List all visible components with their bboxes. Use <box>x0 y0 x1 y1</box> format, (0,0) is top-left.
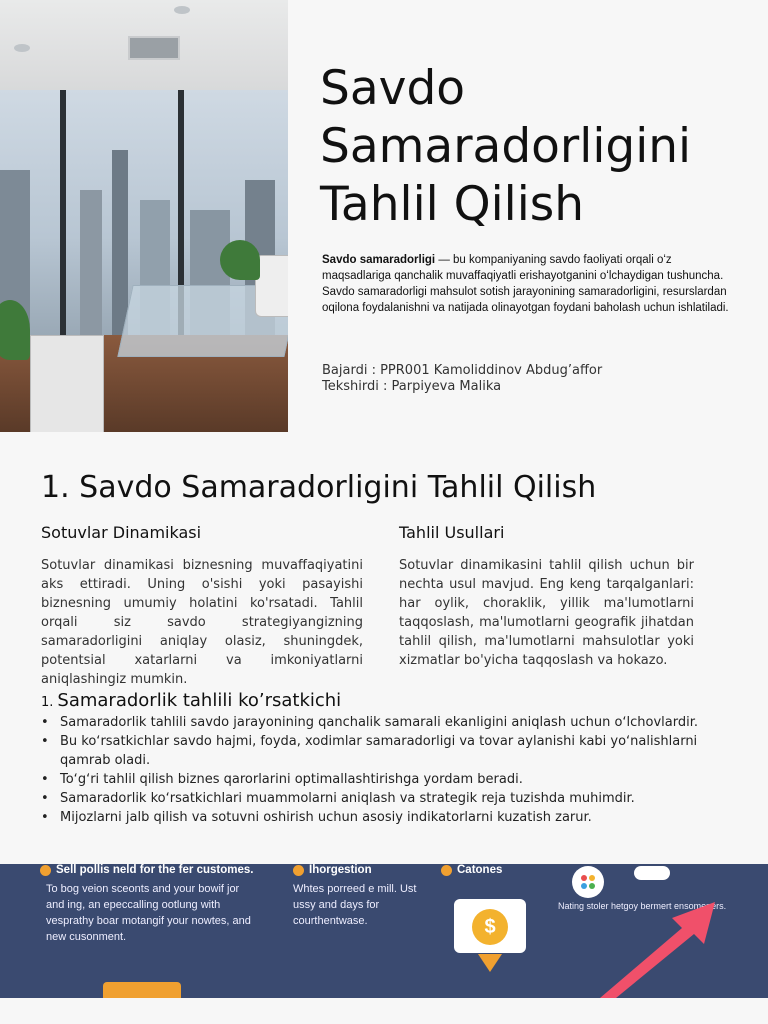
infographic-column <box>293 864 423 929</box>
cloud-icon <box>634 866 670 880</box>
checker-line: Tekshirdi : Parpiyeva Malika <box>322 379 502 394</box>
page-title: Savdo Samaradorligini Tahlil Qilish <box>320 61 692 232</box>
number-badge-icon <box>293 865 304 876</box>
list-item: • Mijozlarni jalb qilish va sotuvni oshirish uchun asosiy indikatorlarni kuzatish zarur. <box>41 808 731 827</box>
dollar-coin-icon: $ <box>472 909 508 945</box>
plant <box>220 240 260 280</box>
infographic-head-text: Catones <box>457 864 503 876</box>
subsection-heading <box>41 690 341 711</box>
ceiling-light <box>14 44 30 52</box>
right-column-title: Tahlil Usullari <box>399 523 505 542</box>
number-badge-icon <box>441 865 452 876</box>
infographic-head <box>40 864 256 876</box>
infographic-head <box>441 864 551 876</box>
list-item: • Samaradorlik koʻrsatkichlari muammolarni aniqlash va strategik reja tuzishda muhimdir. <box>41 789 731 808</box>
credits <box>322 363 742 395</box>
side-caption: Nating stoler hetgoy bermert ensomeners. <box>558 901 727 911</box>
infographic-column <box>46 864 256 945</box>
growth-arrow-icon <box>600 894 730 998</box>
cabinet <box>30 335 104 432</box>
number-badge-icon <box>40 865 51 876</box>
ceiling-light <box>174 6 190 14</box>
left-column-title: Sotuvlar Dinamikasi <box>41 523 202 542</box>
city-building <box>112 150 128 335</box>
section-heading: 1. Savdo Samaradorligini Tahlil Qilish <box>41 470 597 505</box>
bullet-list <box>41 713 731 827</box>
infographic-body: To bog veion sceonts and your bowif jor and ing, an epeccalling ootlung with vesprathy boar motangif your nowtes, and new cusonment. <box>46 883 251 943</box>
author-line: Bajardi : PPR001 Kamoliddinov Abdug’affor <box>322 363 603 378</box>
infographic-head-text: Ihorgestion <box>309 864 372 876</box>
list-item: • Samaradorlik tahlili savdo jarayonining qanchalik samarali ekanligini aniqlash uchun oʻlchovlardir. <box>41 713 731 732</box>
city-building <box>80 190 102 335</box>
ceiling-vent <box>128 36 180 60</box>
pointer-triangle-icon <box>478 954 502 972</box>
intro-term: Savdo samaradorligi <box>322 254 436 266</box>
left-column-text: Sotuvlar dinamikasi biznesning muvaffaqiyatini aks ettiradi. Uning o'sishi yoki pasayishi biznesning umumiy holatini ko'rsatadi. Tahlil orqali siz savdo strategiyangizning samaradorligini aniqlay olasiz, shuningdek, potentsial xatarlarni va imkoniyatlarni aniqlashingiz mumkin. <box>41 558 363 687</box>
price-tag-icon <box>103 982 181 998</box>
list-item: • Bu koʻrsatkichlar savdo hajmi, foyda, xodimlar samaradorligi va tovar aylanishi kabi yoʻnalishlarni qamrab oladi. <box>41 732 731 770</box>
infographic-body: Whtes porreed e mill. Ust ussy and days for courthentwase. <box>293 883 417 927</box>
infographic-banner <box>0 864 768 998</box>
right-column-text: Sotuvlar dinamikasini tahlil qilish uchun bir nechta usul mavjud. Eng keng tarqalganlari: har oylik, choraklik, yillik ma'lumotlarni taqqoslash, ma'lumotlarni geografik jihatdan tahlil qilish, ma'lumotlarni mahsulotlar yoki xizmatlar bo'yicha taqqoslash va hokazo. <box>399 558 694 668</box>
infographic-head <box>293 864 423 876</box>
infographic-head-text: Sell pollis neld for the fer customes. <box>56 864 254 876</box>
office-photo <box>0 0 288 432</box>
subsection-number: 1. <box>41 695 54 710</box>
list-item: • Toʻgʻri tahlil qilish biznes qarorlarini optimallashtirishga yordam beradi. <box>41 770 731 789</box>
intro-text: — bu kompaniyaning savdo faoliyati orqali oʻz maqsadlariga qanchalik muvaffaqiyatli erishayotganini oʻlchaydigan tushuncha. Savdo samaradorligi mahsulot sotish jarayonining samaradorligini, resurslardan oqilona foydalanishni va natijada olinayotgan foydani baholash uchun ishlatiladi. <box>322 254 729 314</box>
infographic-column <box>441 864 551 876</box>
intro-paragraph <box>322 252 732 316</box>
subsection-title: Samaradorlik tahlili ko’rsatkichi <box>57 690 342 711</box>
